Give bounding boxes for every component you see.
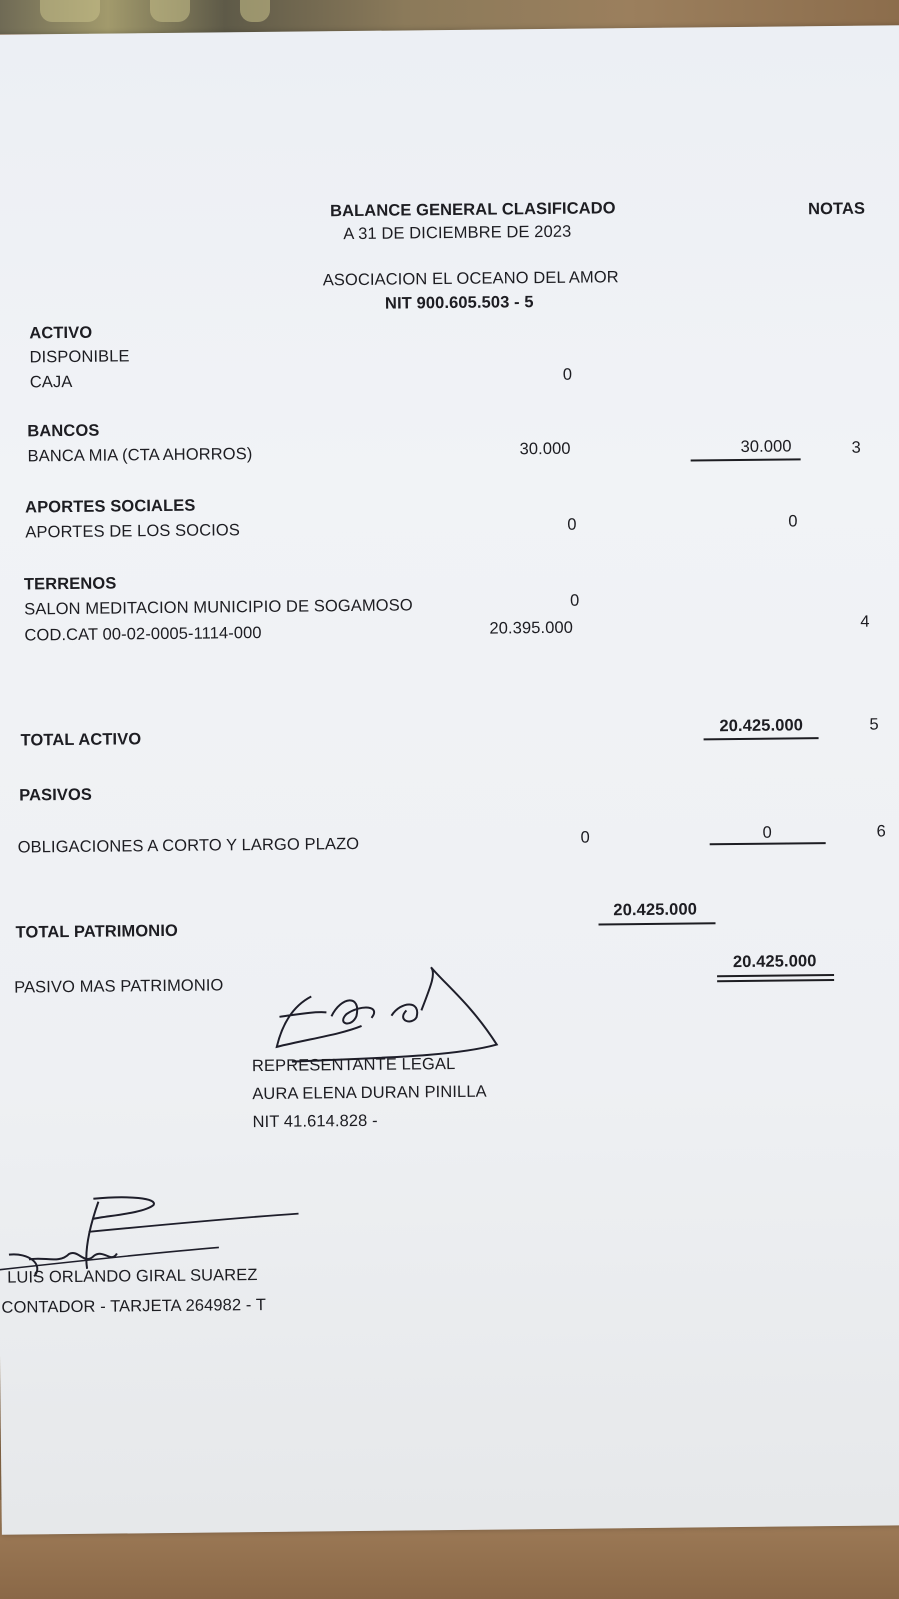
aportes-item-label: APORTES DE LOS SOCIOS [25,521,240,542]
entity-name: ASOCIACION EL OCEANO DEL AMOR [322,268,619,290]
entity-nit: NIT 900.605.503 - 5 [384,293,534,313]
total-patrimonio-value: 20.425.000 [613,900,698,920]
section-heading-bancos: BANCOS [27,421,100,441]
bancos-item-value: 30.000 [519,439,571,459]
total-activo-value: 20.425.000 [719,716,804,736]
bancos-item-label: BANCA MIA (CTA AHORROS) [27,445,253,466]
underline-rule [710,842,826,845]
pasivos-total: 0 [762,823,772,842]
background-pattern [40,0,100,22]
note-number: 6 [876,822,886,841]
section-heading-pasivos: PASIVOS [19,785,93,805]
representative-name: AURA ELENA DURAN PINILLA [252,1082,487,1104]
underline-rule [599,922,716,925]
aportes-item-value: 0 [567,515,577,534]
note-number: 5 [869,715,879,734]
bancos-total: 30.000 [740,437,792,456]
section-heading-terrenos: TERRENOS [23,574,117,594]
underline-rule [691,458,801,461]
double-underline-rule [717,974,834,977]
representative-nit: NIT 41.614.828 - [252,1111,378,1132]
note-number: 4 [860,612,870,631]
pasivo-mas-patrimonio-value: 20.425.000 [732,952,817,972]
double-underline-rule [717,979,834,982]
pasivos-item-label: OBLIGACIONES A CORTO Y LARGO PLAZO [17,834,360,857]
subsection-disponible: DISPONIBLE [29,347,130,367]
terrenos-amount: 20.395.000 [489,618,574,638]
underline-rule [704,737,819,740]
accountant-name: LUIS ORLANDO GIRAL SUAREZ [7,1266,258,1287]
document-title: BALANCE GENERAL CLASIFICADO [329,199,616,221]
caja-label: CAJA [29,372,73,392]
background-pattern [150,0,190,22]
accountant-card: CONTADOR - TARJETA 264982 - T [1,1295,267,1317]
document-page [0,25,899,1534]
pasivos-item-value: 0 [580,828,590,847]
terrenos-item-label: SALON MEDITACION MUNICIPIO DE SOGAMOSO [24,596,413,619]
section-heading-activo: ACTIVO [29,323,93,343]
terrenos-item-value: 0 [570,591,580,610]
legal-representative-signature [271,964,512,1067]
total-patrimonio-label: TOTAL PATRIMONIO [15,921,178,942]
document-date: A 31 DE DICIEMBRE DE 2023 [343,222,572,244]
background-pattern [240,0,270,22]
caja-value: 0 [562,365,573,384]
representative-role: REPRESENTANTE LEGAL [251,1054,456,1076]
section-heading-aportes: APORTES SOCIALES [25,496,196,517]
notes-column-header: NOTAS [807,199,866,219]
cadastral-code: COD.CAT 00-02-0005-1114-000 [24,623,262,645]
total-activo-label: TOTAL ACTIVO [20,730,142,750]
pasivo-mas-patrimonio-label: PASIVO MAS PATRIMONIO [14,976,224,997]
note-number: 3 [851,438,861,457]
aportes-total: 0 [788,512,798,531]
